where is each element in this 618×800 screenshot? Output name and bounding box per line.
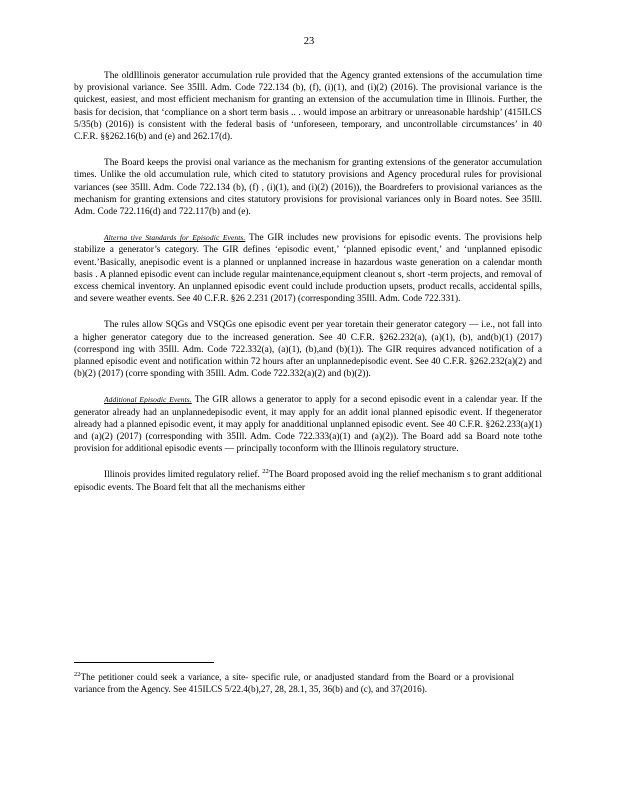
paragraph-text: The GIR includes new provisions for episodic events. The provisions help stabilize a generator’s category. The GIR defines ‘episodic event,’ ‘planned episodic event,’ and ‘unplanned episodic event.’Basically, anepisodic event is a planned or unplanned increase in hazardous waste generation on a calendar month basis . A planned episodic event can include regular maintenance,equipment cleanout s, short -term projects, and removal of excess chemical inventory. An unplanned episodic event could include production upsets, product recalls, accidental spills, and severe weather events. See 40 C.F.R. §26 2.231 (2017) (corresponding 35Ill. Adm. Code 722.331). <box>74 233 542 305</box>
footnote-reference: 22 <box>262 468 269 476</box>
paragraph-sqg-vsqg: The rules allow SQGs and VSQGs one episodic event per year toretain their generator category — i.e., not fall into a higher generator category due to the increased generation. See 40 C.F.R. §262.232(a), (a)(1), (b), and(b)(1) (2017) (correspond ing with 35Ill. Adm. Code 722.332(a), (a)(1), (b),and (b)(1)). The GIR requires advanced notification of a planned episodic event and notification within 72 hours after an unplannedepisodic event. See 40 C.F.R. §262.232(a)(2) and (b)(2) (2017) (corre sponding with 35Ill. Adm. Code 722.332(a)(2) and (b)(2)). <box>74 320 542 380</box>
body-text <box>74 70 542 508</box>
footnote <box>74 671 514 696</box>
footnote-divider <box>74 662 214 663</box>
section-heading-alternative-standards: Alterna tive Standards for Episodic Events. <box>104 233 246 243</box>
paragraph-provisional-variance: The Board keeps the provisi onal variance as the mechanism for granting extensions of the generator accumulation times. Unlike the old accumulation rule, which cited to statutory provisions and Agency procedural rules for provisional variances (see 35Ill. Adm. Code 722.134 (b), (f) , (i)(1), and (i)(2) (2016)), the Boardrefers to provisional variances as the mechanism for granting extensions and cites statutory provisions for provisional variances only in Board notes. See 35Ill. Adm. Code 722.116(d) and 722.117(b) and (e). <box>74 158 542 218</box>
paragraph-text: The GIR allows a generator to apply for a second episodic event in a calendar year. If the generator already had an unplannedepisodic event, it may apply for an addit ional planned episodic event. If thegenerator already had a planned episodic event, it may apply for anadditional unplanned episodic event. See 40 C.F.R. §262.233(a)(1) and (a)(2) (2017) (corresponding with 35Ill. Adm. Code 722.333(a)(1) and (a)(2)). The Board add sa Board note tothe provision for additional episodic events — principally toconform with the Illinois regulatory structure. <box>74 395 542 455</box>
footnote-marker: 22 <box>74 670 81 678</box>
paragraph-episodic-events <box>74 232 542 305</box>
paragraph-text: Illinois provides limited regulatory relief. <box>104 470 263 481</box>
paragraph-regulatory-relief <box>74 469 542 493</box>
paragraph-text: The Board proposed avoid ing the relief mechanism s to grant additional episodic events. The Board felt that all the mechanisms either <box>74 470 542 493</box>
paragraph-additional-episodic-events <box>74 394 542 455</box>
page-number: 23 <box>303 36 315 47</box>
footnote-text: The petitioner could seek a variance, a site- specific rule, or anadjusted standard from the Board or a provisional variance from the Agency. See 415ILCS 5/22.4(b),27, 28, 28.1, 35, 36(b) and (c), and 37(2016). <box>74 672 514 695</box>
section-heading-additional-events: Additional Episodic Events. <box>104 395 192 405</box>
paragraph-accumulation-rule: The oldIllinois generator accumulation rule provided that the Agency granted extensions of the accumulation time by provisional variance. See 35Ill. Adm. Code 722.134 (b), (f), (i)(1), and (i)(2) (2016). The provisional variance is the quickest, easiest, and most efficient mechanism for granting an extension of the accumulation time in Illinois. Further, the basis for decision, that ‘compliance on a short term basis .. . would impose an arbitrary or unreasonable hardship’ (415ILCS 5/35(b) (2016)) is consistent with the federal basis of ‘unforeseen, temporary, and uncontrollable circumstances’ in 40 C.F.R. §§262.16(b) and (e) and 262.17(d). <box>74 71 542 143</box>
